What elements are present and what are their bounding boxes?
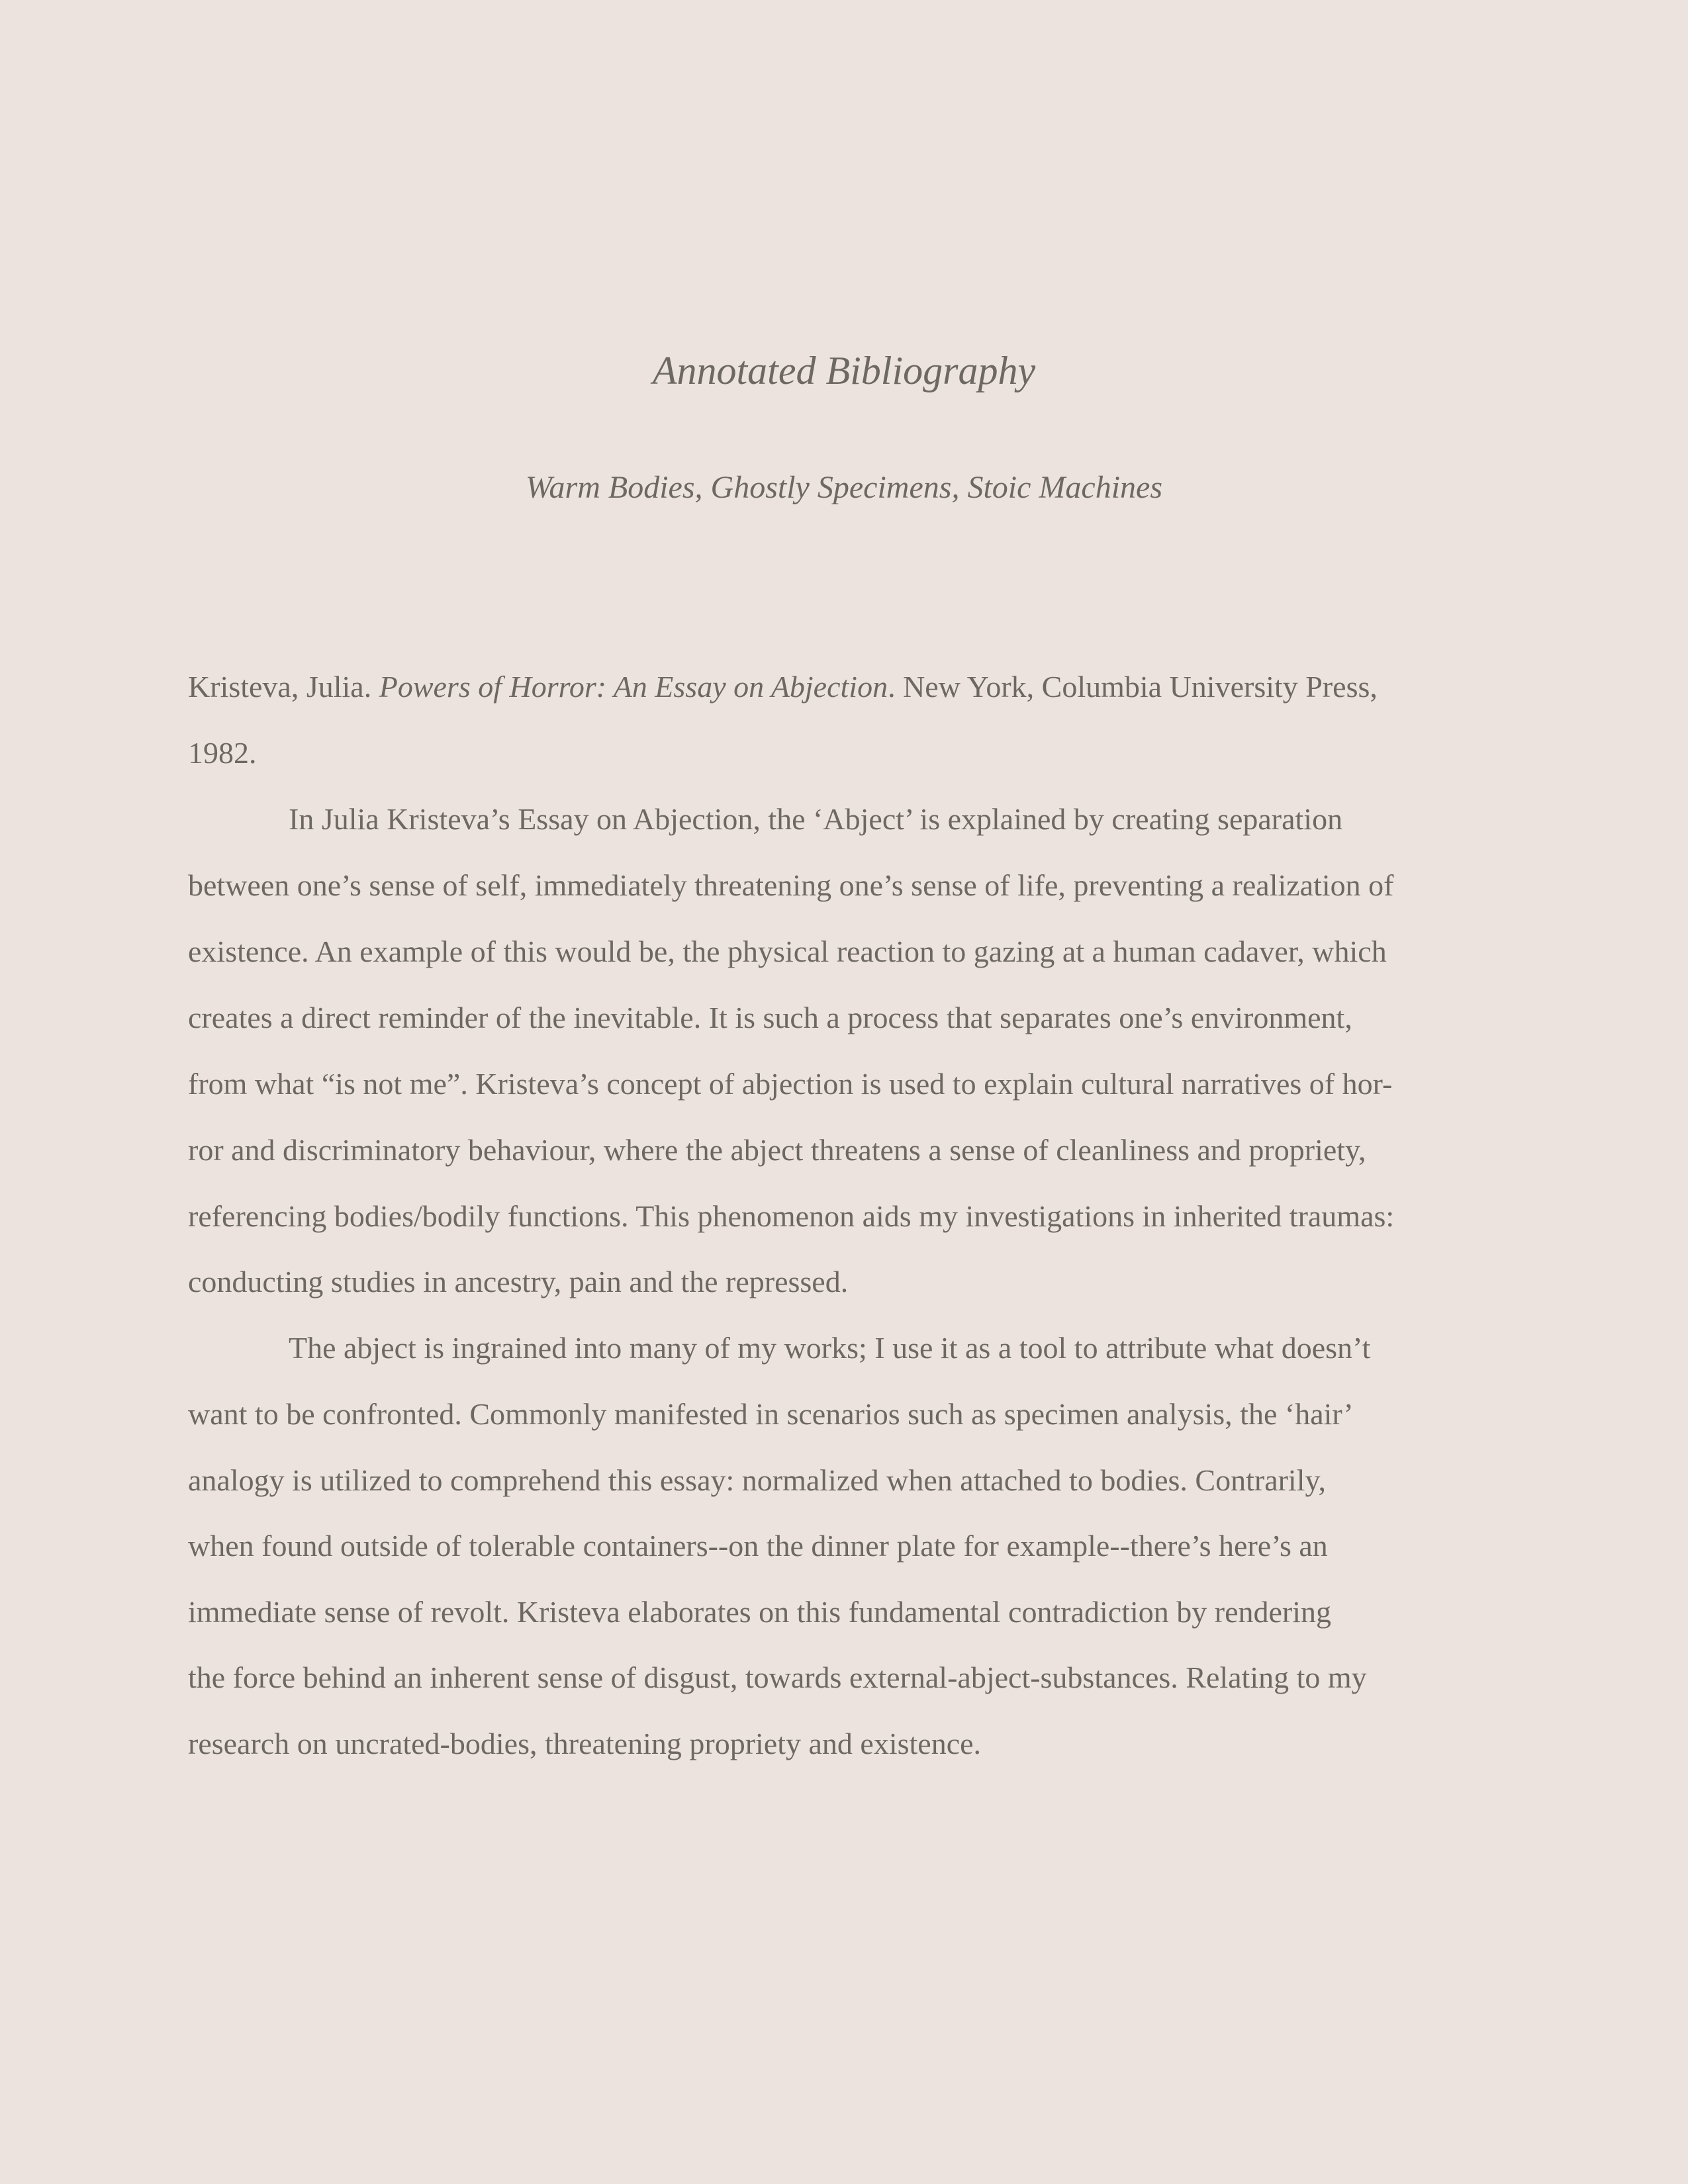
citation-year: 1982. <box>188 736 257 770</box>
citation-publisher: . New York, Columbia University Press, <box>888 670 1378 704</box>
paragraph-line: from what “is not me”. Kristeva’s concept of abjection is used to explain cultural narratives of hor- <box>188 1067 1393 1101</box>
paragraph-line: In Julia Kristeva’s Essay on Abjection, the ‘Abject’ is explained by creating separation <box>289 802 1343 836</box>
paragraph-line: referencing bodies/bodily functions. This phenomenon aids my investigations in inherited traumas: <box>188 1199 1395 1233</box>
paragraph-line: conducting studies in ancestry, pain and the repressed. <box>188 1265 849 1298</box>
document-subtitle: Warm Bodies, Ghostly Specimens, Stoic Machines <box>525 470 1163 505</box>
citation-book-title: Powers of Horror: An Essay on Abjection <box>379 670 888 704</box>
paragraph-line: want to be confronted. Commonly manifested in scenarios such as specimen analysis, the ‘hair’ <box>188 1397 1354 1431</box>
paragraph-line: the force behind an inherent sense of disgust, towards external-abject-substances. Relating to my <box>188 1661 1367 1694</box>
paragraph-line: existence. An example of this would be, the physical reaction to gazing at a human cadaver, which <box>188 934 1387 968</box>
paragraph-line: ror and discriminatory behaviour, where the abject threatens a sense of cleanliness and propriety, <box>188 1133 1366 1167</box>
paragraph-line: creates a direct reminder of the inevitable. It is such a process that separates one’s environment, <box>188 1001 1352 1034</box>
paragraph-line: The abject is ingrained into many of my works; I use it as a tool to attribute what doesn’t <box>289 1331 1371 1365</box>
paragraph-line: research on uncrated-bodies, threatening propriety and existence. <box>188 1727 982 1760</box>
paragraph-line: analogy is utilized to comprehend this essay: normalized when attached to bodies. Contrarily, <box>188 1463 1327 1497</box>
paragraph-line: between one’s sense of self, immediately threatening one’s sense of life, preventing a realization of <box>188 868 1394 902</box>
citation-author: Kristeva, Julia. <box>188 670 379 704</box>
paragraph-line: when found outside of tolerable containers--on the dinner plate for example--there’s here’s an <box>188 1529 1328 1563</box>
document-title: Annotated Bibliography <box>652 349 1036 392</box>
citation-line <box>188 667 1505 707</box>
paragraph-line: immediate sense of revolt. Kristeva elaborates on this fundamental contradiction by rendering <box>188 1595 1331 1629</box>
